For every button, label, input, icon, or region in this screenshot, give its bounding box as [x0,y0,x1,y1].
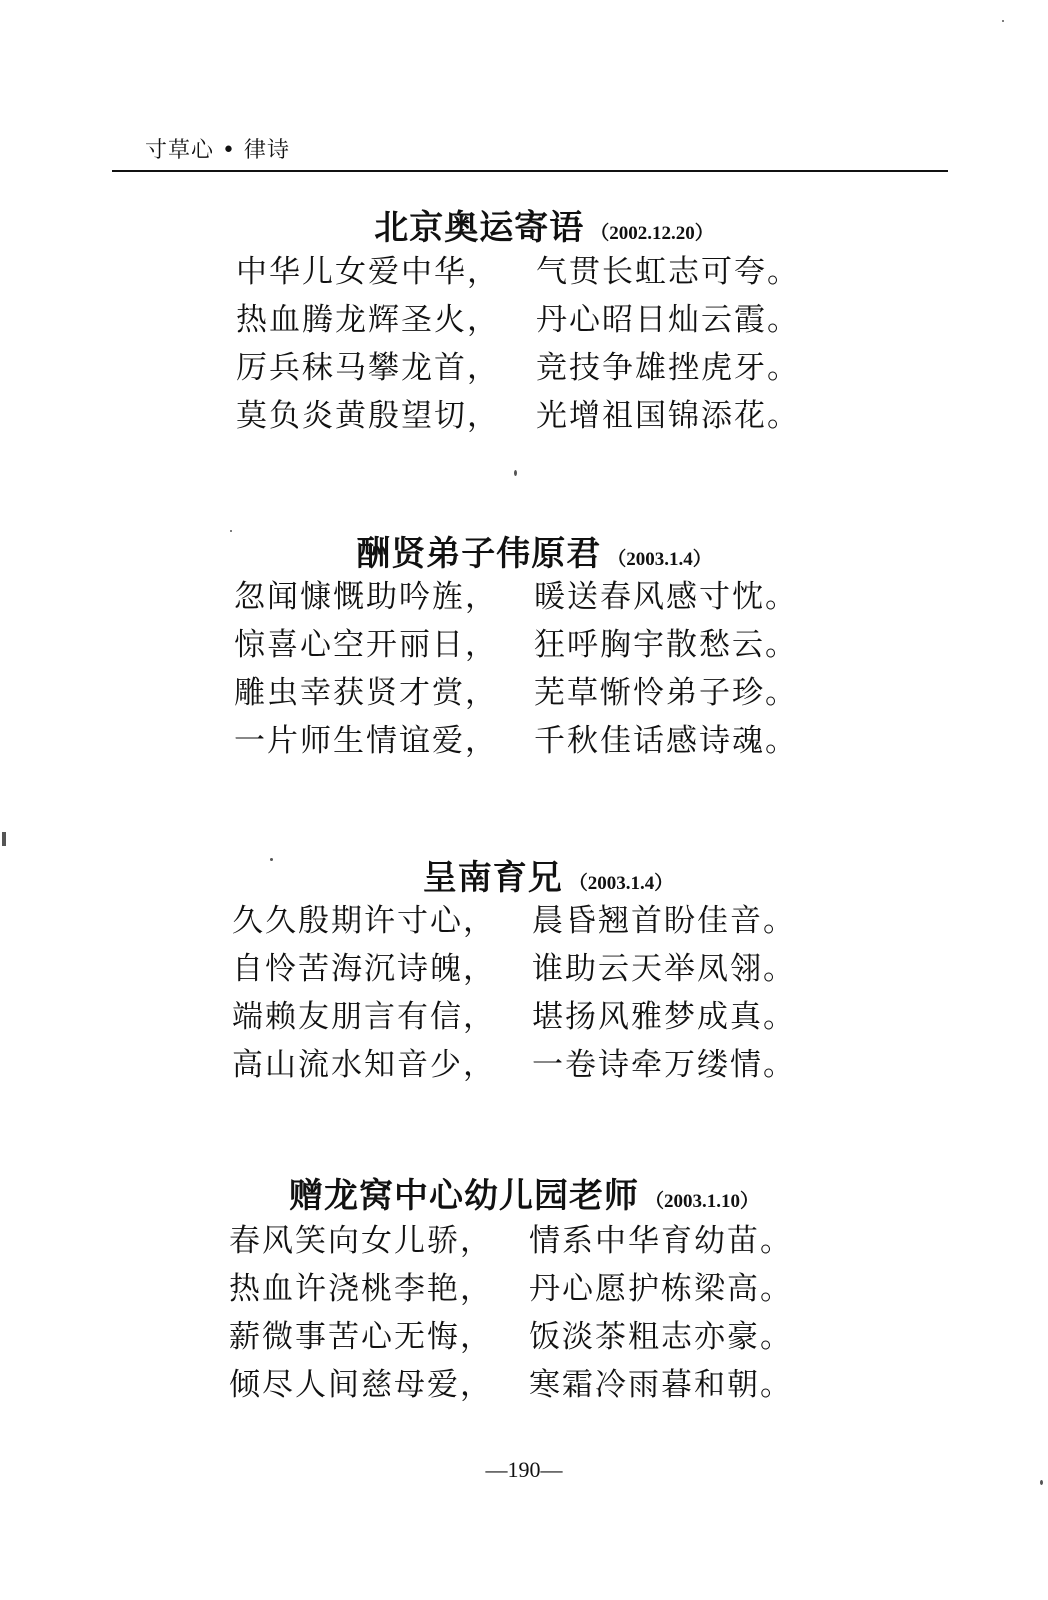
poem-line-second-half: 暖送春风感寸忱。 [534,579,798,615]
poem-line-first-half: 一片师生情谊爱， [234,723,498,759]
poem-line-second-half: 饭淡茶粗志亦豪。 [529,1319,793,1355]
poem-line-first-half: 薪微事苦心无悔， [229,1319,493,1355]
poem-title-row [0,1168,1048,1220]
scan-speck [514,470,517,476]
poem-line-first-half: 惊喜心空开丽日， [234,627,498,663]
poem-line-first-half: 厉兵秣马攀龙首， [236,350,500,386]
page-number: —190— [485,1457,563,1482]
poem-title: 呈南育兄 [422,858,563,898]
poem-line-first-half: 春风笑向女儿骄， [229,1223,493,1259]
scan-speck [1002,20,1004,22]
poem-line-second-half: 晨昏翘首盼佳音。 [532,903,796,939]
poem-date: （2003.1.10） [644,1191,759,1212]
poem-line-first-half: 高山流水知音少， [232,1047,496,1083]
poem-line-first-half: 热血许浇桃李艳， [229,1271,493,1307]
poem-title: 酬贤弟子伟原君 [356,534,602,574]
poem-line-first-half: 久久殷期许寸心， [232,903,496,939]
poem-line-second-half: 堪扬风雅梦成真。 [532,999,796,1035]
poem-title-row [0,526,1048,578]
poem-title-row [0,200,1048,252]
poem-date: （2003.1.4） [607,549,712,570]
poem-line-first-half: 忽闻慷慨助吟旌， [234,579,498,615]
poem-date: （2003.1.4） [568,873,674,894]
poem-line-second-half: 千秋佳话感诗魂。 [534,723,798,759]
poem-title-row [0,850,1048,902]
poem-line-second-half: 情系中华育幼苗。 [529,1223,793,1259]
poem-line-second-half: 丹心愿护栋梁高。 [529,1271,793,1307]
running-title: 寸草心 • 律诗 [145,138,290,163]
scan-speck [270,858,273,861]
poem-line-second-half: 气贯长虹志可夸。 [536,254,800,290]
poem-line-second-half: 谁助云天举凤翎。 [532,951,796,987]
poem-line-second-half: 竞技争雄挫虎牙。 [536,350,800,386]
poem-line-second-half: 光增祖国锦添花。 [536,398,800,434]
poem-line-second-half: 丹心昭日灿云霞。 [536,302,800,338]
poem-line-first-half: 端赖友朋言有信， [232,999,496,1035]
poem-line-first-half: 热血腾龙辉圣火， [236,302,500,338]
poem-line-first-half: 雕虫幸获贤才赏， [234,675,498,711]
poem-line-first-half: 自怜苦海沉诗魄， [232,951,496,987]
poem-line-first-half: 倾尽人间慈母爱， [229,1367,493,1403]
header-rule [112,170,948,172]
poem-line-first-half: 中华儿女爱中华， [236,254,500,290]
poem-line-second-half: 芜草惭怜弟子珍。 [534,675,798,711]
poem-title: 北京奥运寄语 [374,208,585,248]
poem-line-second-half: 狂呼胸宇散愁云。 [534,627,798,663]
poem-line-second-half: 一卷诗牵万缕情。 [532,1047,796,1083]
poem-line-first-half: 莫负炎黄殷望切， [236,398,500,434]
scan-speck [1040,1480,1043,1485]
scan-speck [2,832,6,846]
poem-date: （2002.12.20） [590,223,714,244]
poem-title: 赠龙窝中心幼儿园老师 [288,1176,639,1216]
scan-speck [230,530,232,532]
poem-line-second-half: 寒霜冷雨暮和朝。 [529,1367,793,1403]
